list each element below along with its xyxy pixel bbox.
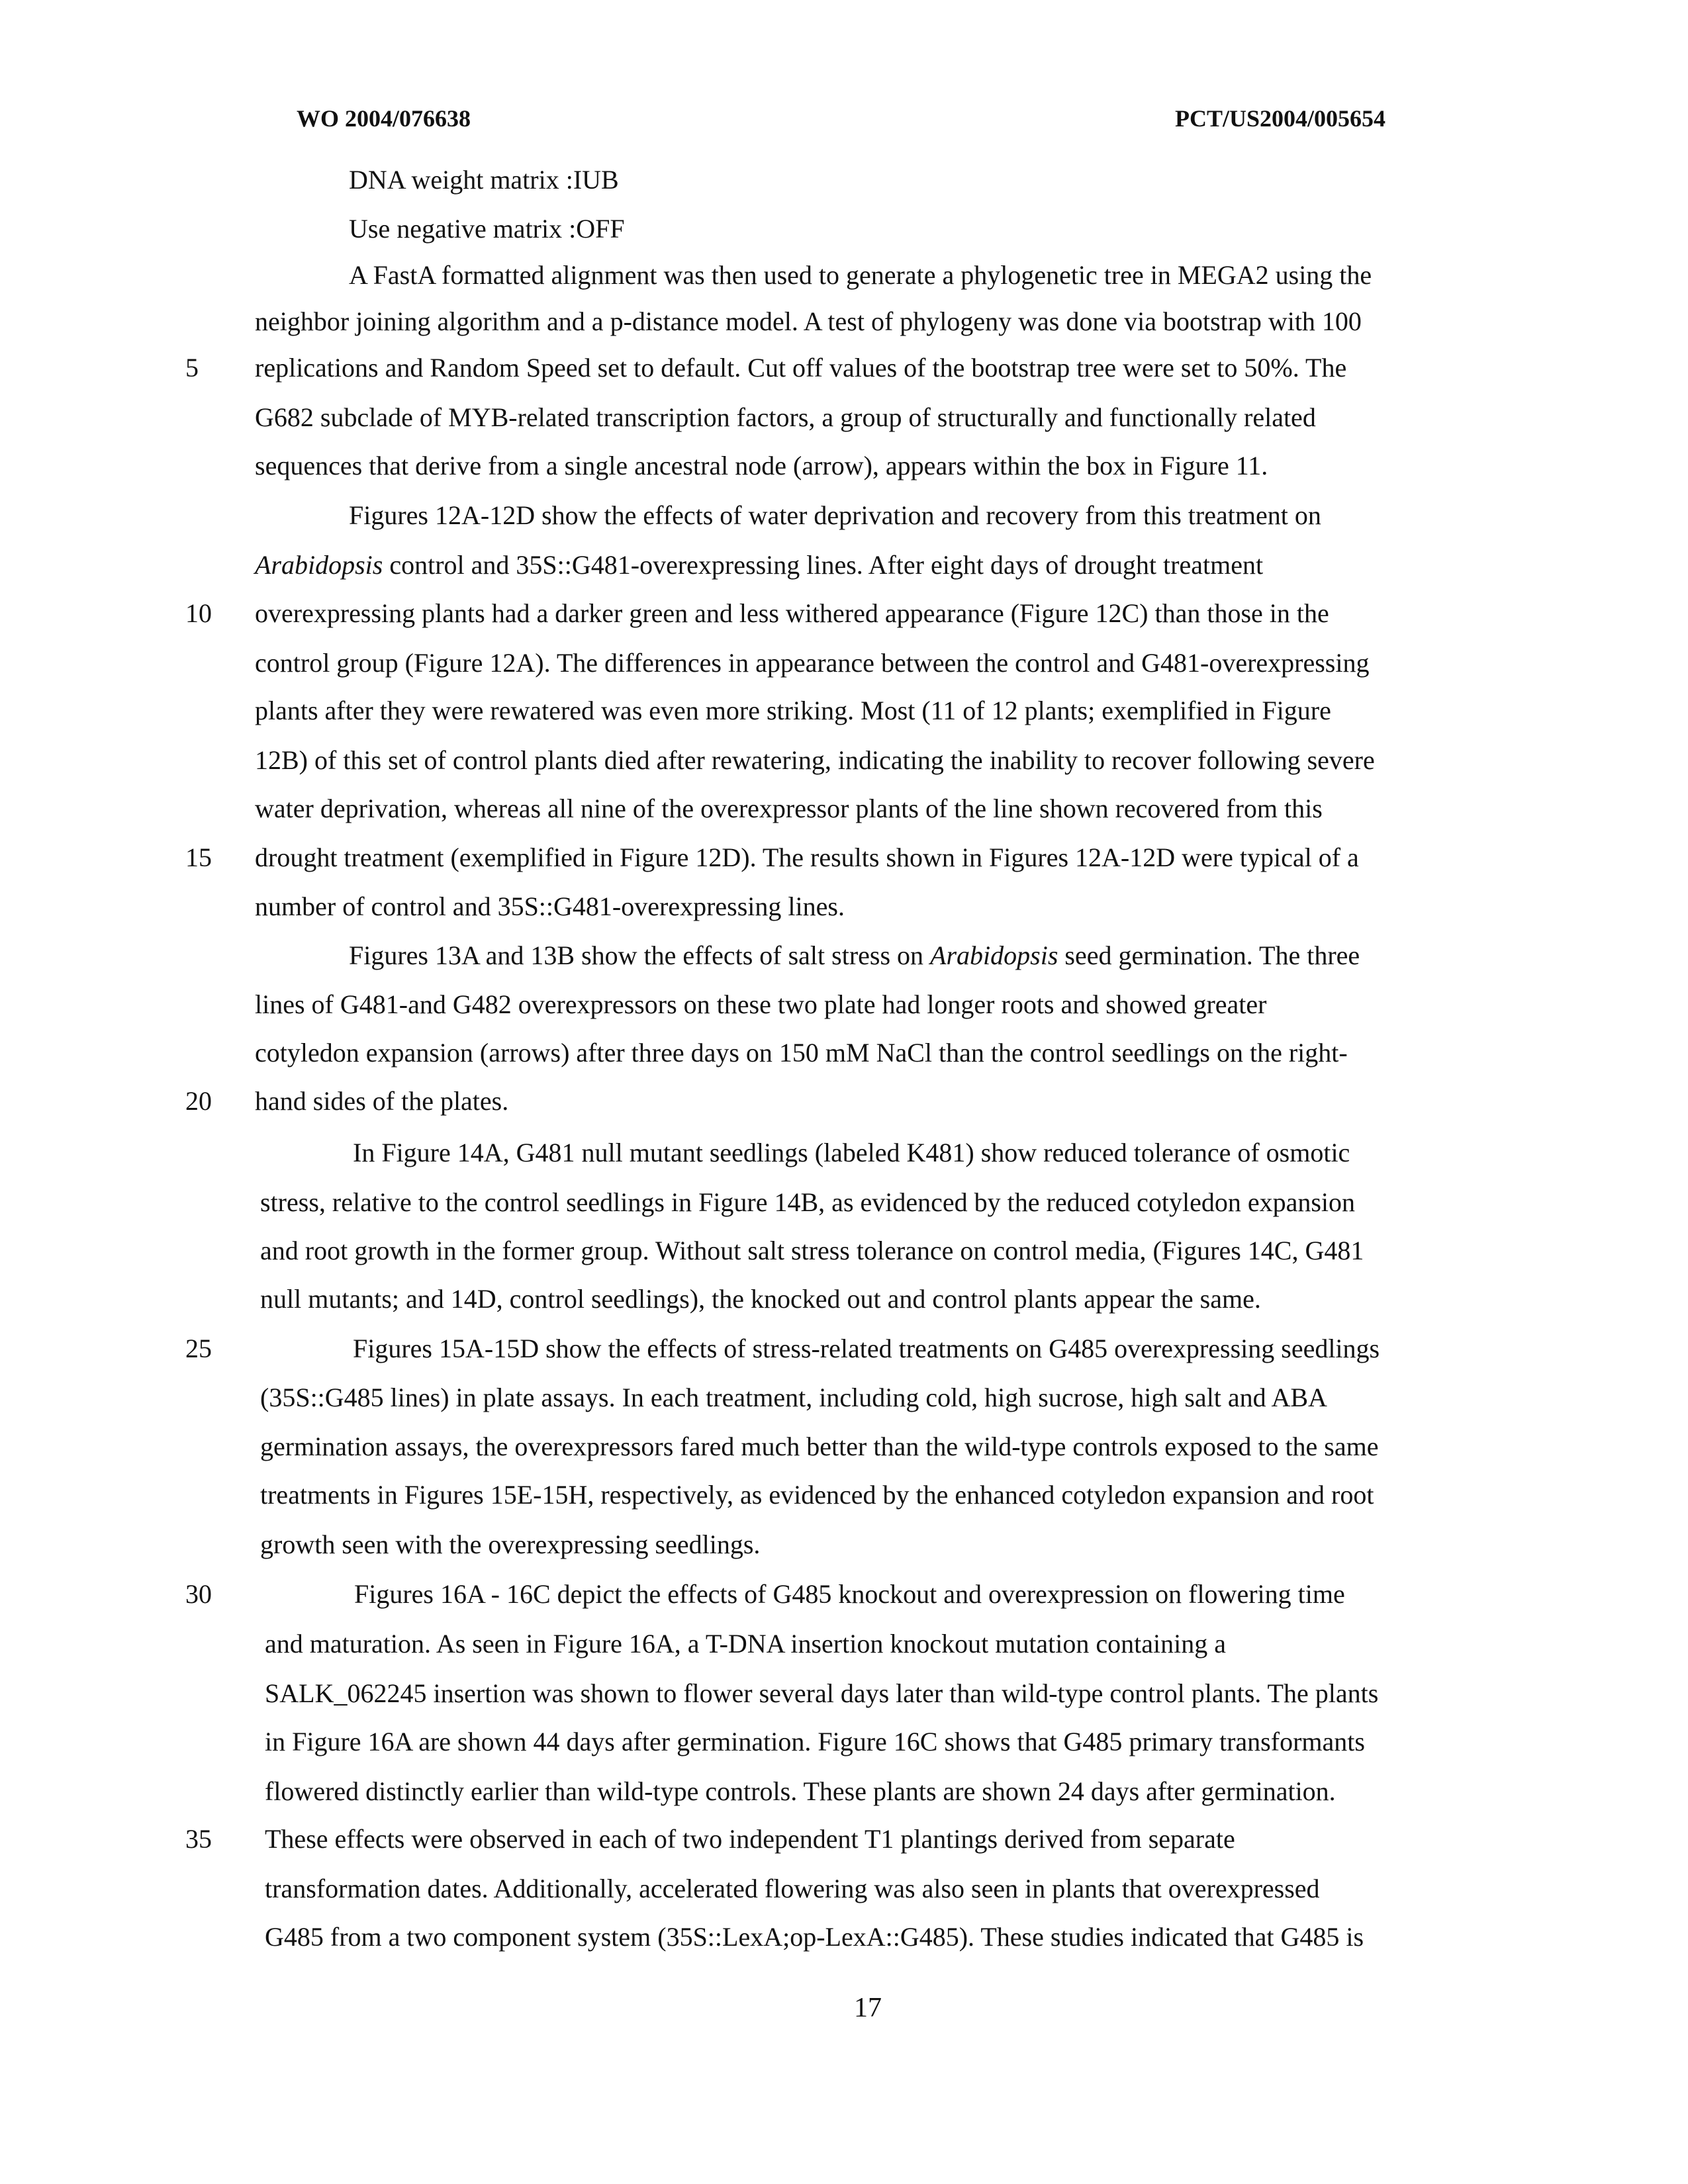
line-number: 5	[185, 353, 199, 383]
text-line: G485 from a two component system (35S::LexA;op-LexA::G485). These studies indicated that G485 is	[265, 1922, 1364, 1952]
text-line: and root growth in the former group. Without salt stress tolerance on control media, (Figures 14C, G481	[260, 1236, 1364, 1265]
text-line: neighbor joining algorithm and a p-distance model. A test of phylogeny was done via bootstrap with 100	[255, 306, 1362, 336]
text-line: number of control and 35S::G481-overexpressing lines.	[255, 891, 845, 921]
text-line: In Figure 14A, G481 null mutant seedlings (labeled K481) show reduced tolerance of osmotic	[353, 1138, 1350, 1167]
text-line: water deprivation, whereas all nine of the overexpressor plants of the line shown recovered from this	[255, 794, 1323, 823]
text-line: control group (Figure 12A). The differences in appearance between the control and G481-overexpressing	[255, 648, 1370, 678]
text-line: A FastA formatted alignment was then used to generate a phylogenetic tree in MEGA2 using the	[349, 260, 1372, 290]
text-line: cotyledon expansion (arrows) after three days on 150 mM NaCl than the control seedlings on the right-	[255, 1038, 1348, 1068]
text-line: 12B) of this set of control plants died after rewatering, indicating the inability to recover following severe	[255, 745, 1375, 775]
text-line: treatments in Figures 15E-15H, respectively, as evidenced by the enhanced cotyledon expansion and root	[260, 1480, 1374, 1510]
text-line: sequences that derive from a single ancestral node (arrow), appears within the box in Figure 11.	[255, 451, 1268, 480]
text-line: Figures 16A - 16C depict the effects of G485 knockout and overexpression on flowering time	[354, 1579, 1345, 1609]
line-number: 35	[185, 1824, 212, 1854]
application-number: PCT/US2004/005654	[1175, 105, 1386, 132]
text-line: (35S::G485 lines) in plate assays. In each treatment, including cold, high sucrose, high salt and ABA	[260, 1383, 1327, 1412]
italic-term: Arabidopsis	[930, 940, 1058, 970]
line-number: 15	[185, 842, 212, 872]
text-line: These effects were observed in each of two independent T1 plantings derived from separate	[265, 1824, 1235, 1854]
italic-term: Arabidopsis	[255, 550, 383, 580]
text-line: drought treatment (exemplified in Figure 12D). The results shown in Figures 12A-12D were typical of a	[255, 842, 1359, 872]
text-line: Figures 12A-12D show the effects of water deprivation and recovery from this treatment on	[349, 500, 1321, 530]
text-line: G682 subclade of MYB-related transcription factors, a group of structurally and functionally related	[255, 402, 1316, 432]
text-line: overexpressing plants had a darker green and less withered appearance (Figure 12C) than those in the	[255, 598, 1329, 628]
text-line: SALK_062245 insertion was shown to flower several days later than wild-type control plants. The plants	[265, 1678, 1379, 1708]
text-line: plants after they were rewatered was even more striking. Most (11 of 12 plants; exemplified in Figure	[255, 696, 1331, 725]
text-line: null mutants; and 14D, control seedlings), the knocked out and control plants appear the same.	[260, 1284, 1261, 1314]
text-line: transformation dates. Additionally, accelerated flowering was also seen in plants that overexpressed	[265, 1874, 1320, 1903]
line-number: 10	[185, 598, 212, 628]
text-line: lines of G481-and G482 overexpressors on these two plate had longer roots and showed greater	[255, 989, 1267, 1019]
line-number: 20	[185, 1086, 212, 1116]
text-line: growth seen with the overexpressing seedlings.	[260, 1529, 761, 1559]
text-line: replications and Random Speed set to default. Cut off values of the bootstrap tree were set to 50%. The	[255, 353, 1347, 383]
text-line: stress, relative to the control seedlings in Figure 14B, as evidenced by the reduced cotyledon expansion	[260, 1187, 1356, 1217]
text-segment: seed germination. The three	[1058, 940, 1360, 970]
page-number: 17	[854, 1993, 882, 2023]
text-segment: control and 35S::G481-overexpressing lines. After eight days of drought treatment	[383, 550, 1264, 580]
text-line: Figures 15A-15D show the effects of stress-related treatments on G485 overexpressing seedlings	[353, 1334, 1380, 1363]
text-line: in Figure 16A are shown 44 days after germination. Figure 16C shows that G485 primary transformants	[265, 1727, 1365, 1756]
text-line: germination assays, the overexpressors fared much better than the wild-type controls exposed to the same	[260, 1432, 1379, 1461]
line-number: 30	[185, 1579, 212, 1609]
line-number: 25	[185, 1334, 212, 1363]
text-line: Use negative matrix :OFF	[349, 214, 625, 244]
text-line: and maturation. As seen in Figure 16A, a T-DNA insertion knockout mutation containing a	[265, 1629, 1227, 1659]
document-number: WO 2004/076638	[297, 105, 471, 132]
text-line	[255, 549, 1263, 580]
text-segment: Figures 13A and 13B show the effects of salt stress on	[349, 940, 931, 970]
text-line	[349, 940, 1360, 971]
text-line: hand sides of the plates.	[255, 1086, 509, 1116]
text-line: DNA weight matrix :IUB	[349, 165, 619, 195]
text-line: flowered distinctly earlier than wild-type controls. These plants are shown 24 days after germination.	[265, 1776, 1336, 1806]
